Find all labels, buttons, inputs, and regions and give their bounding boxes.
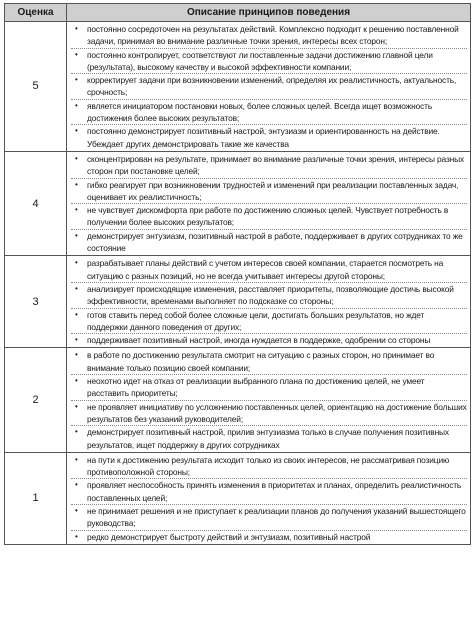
table-row — [5, 348, 471, 452]
behavior-list-item — [71, 283, 467, 309]
behavior-list-item — [71, 426, 467, 451]
table-body — [5, 22, 471, 545]
behavior-text: не проявляет инициативу по усложнению поставленных целей, ориентацию на достижение больших результатов без указаний руководителей; — [87, 401, 467, 424]
behavior-list-item — [71, 153, 467, 179]
behavior-list-item — [71, 349, 467, 375]
behavior-text: демонстрирует позитивный настрой, прилив энтузиазма только в случае получения позитивных результатов, ищет поддержку в других сотрудниках — [87, 427, 449, 450]
score-column-header: Оценка — [5, 4, 67, 22]
description-cell — [67, 348, 471, 452]
behavior-text: не принимает решения и не приступает к реализации планов до получения указаний вышестоящего руководства; — [87, 505, 466, 529]
behavior-text: неохотно идет на отказ от реализации выбранного плана по достижению целей, не умеет расставить приоритеты; — [87, 376, 425, 399]
score-cell: 2 — [5, 348, 67, 452]
behavior-list-item — [71, 125, 467, 150]
bullet-icon: • — [75, 100, 78, 110]
behavior-list-item — [71, 309, 467, 335]
behavior-text: корректирует задачи при возникновении изменений, определяя их реалистичность, актуальность, срочность; — [87, 75, 457, 98]
behavior-list-item — [71, 179, 467, 205]
score-cell: 3 — [5, 256, 67, 348]
behavior-text: в работе по достижению результата смотрит на ситуацию с разных сторон, но принимает во внимание только позицию своей компании; — [87, 350, 435, 373]
bullet-icon: • — [75, 126, 78, 136]
bullet-icon: • — [75, 205, 78, 215]
behavior-list-item — [71, 505, 467, 531]
description-column-header: Описание принципов поведения — [67, 4, 471, 22]
bullet-icon: • — [75, 179, 78, 189]
table-row — [5, 151, 471, 255]
bullet-icon: • — [75, 401, 78, 411]
behavior-text: постоянно контролирует, соответствуют ли поставленные задачи достижению главной цели (результата), высокому качеству и высокой эффективности компании; — [87, 49, 433, 72]
behavior-list-item — [71, 334, 467, 346]
behavior-list-item — [71, 454, 467, 480]
behavior-text: проявляет неспособность принять изменения в приоритетах и планах, определить реалистичность поставленных целей; — [87, 480, 462, 503]
score-cell: 1 — [5, 452, 67, 544]
behavior-list-item — [71, 204, 467, 230]
behavior-text: является инициатором постановки новых, более сложных целей. Всегда ищет возможность достижения более высоких результатов; — [87, 100, 433, 124]
description-cell — [67, 256, 471, 348]
score-cell: 5 — [5, 22, 67, 152]
bullet-icon: • — [75, 309, 78, 319]
competency-rating-table — [4, 3, 471, 545]
bullet-icon: • — [75, 427, 78, 437]
table-row — [5, 452, 471, 544]
behavior-list-item — [71, 479, 467, 505]
bullet-icon: • — [75, 531, 78, 541]
bullet-icon: • — [75, 480, 78, 490]
table-row — [5, 22, 471, 152]
behavior-text: сконцентрирован на результате, принимает во внимание различные точки зрения, интересы разных сторон при постановке целей; — [87, 153, 465, 177]
behavior-list-item — [71, 375, 467, 401]
bullet-icon: • — [75, 283, 78, 293]
behavior-list-item — [71, 531, 467, 543]
table-row — [5, 256, 471, 348]
bullet-icon: • — [75, 75, 78, 85]
behavior-text: поддерживает позитивный настрой, иногда нуждается в поддержке, одобрении со стороны — [87, 335, 431, 346]
description-cell — [67, 22, 471, 152]
behavior-list-item — [71, 257, 467, 283]
behavior-list-item — [71, 23, 467, 49]
behavior-text: анализирует происходящие изменения, расставляет приоритеты, позволяющие достичь высокой эффективности, временами выполняет по подсказке со стороны; — [87, 283, 454, 307]
behavior-text: постоянно демонстрирует позитивный настрой, энтузиазм и ориентированность на действие. Убеждает других демонстрировать такие же качества — [87, 126, 440, 149]
behavior-text: постоянно сосредоточен на результатах действий. Комплексно подходит к решению поставленной задачи, принимая во внимание различные точки зрения, интересы всех сторон; — [87, 24, 459, 47]
behavior-list-item — [71, 100, 467, 126]
bullet-icon: • — [75, 505, 78, 515]
description-cell — [67, 151, 471, 255]
bullet-icon: • — [75, 335, 78, 345]
behavior-text: готов ставить перед собой более сложные цели, достигать больших результатов, но ждет поддержки данного поведения от других; — [87, 309, 425, 332]
bullet-icon: • — [75, 454, 78, 464]
behavior-list-item — [71, 49, 467, 75]
bullet-icon: • — [75, 376, 78, 386]
description-cell — [67, 452, 471, 544]
bullet-icon: • — [75, 230, 78, 240]
behavior-list-item — [71, 401, 467, 427]
bullet-icon: • — [75, 153, 78, 163]
behavior-list-item — [71, 74, 467, 100]
bullet-icon: • — [75, 258, 78, 268]
bullet-icon: • — [75, 350, 78, 360]
behavior-list-item — [71, 230, 467, 255]
behavior-text: не чувствует дискомфорта при работе по достижению сложных целей. Чувствует потребность в получении более высоких результатов; — [87, 205, 449, 228]
behavior-text: демонстрирует энтузиазм, позитивный настрой в работе, поддерживает в других сотрудниках то же состояние — [87, 230, 463, 254]
behavior-text: разрабатывает планы действий с учетом интересов своей компании, старается посмотреть на ситуацию с разных позиций, но не всегда учитывает интересы другой стороны; — [87, 258, 444, 281]
score-cell: 4 — [5, 151, 67, 255]
behavior-text: на пути к достижению результата исходит только из своих интересов, не рассматривая позицию противоположной стороны; — [87, 454, 450, 478]
bullet-icon: • — [75, 49, 78, 59]
bullet-icon: • — [75, 24, 78, 33]
behavior-text: гибко реагирует при возникновении трудностей и изменений при реализации поставленных задач, оценивает их реалистичность; — [87, 179, 459, 202]
behavior-text: редко демонстрирует быстроту действий и энтузиазм, позитивный настрой — [87, 531, 371, 542]
table-header-row — [5, 4, 471, 22]
